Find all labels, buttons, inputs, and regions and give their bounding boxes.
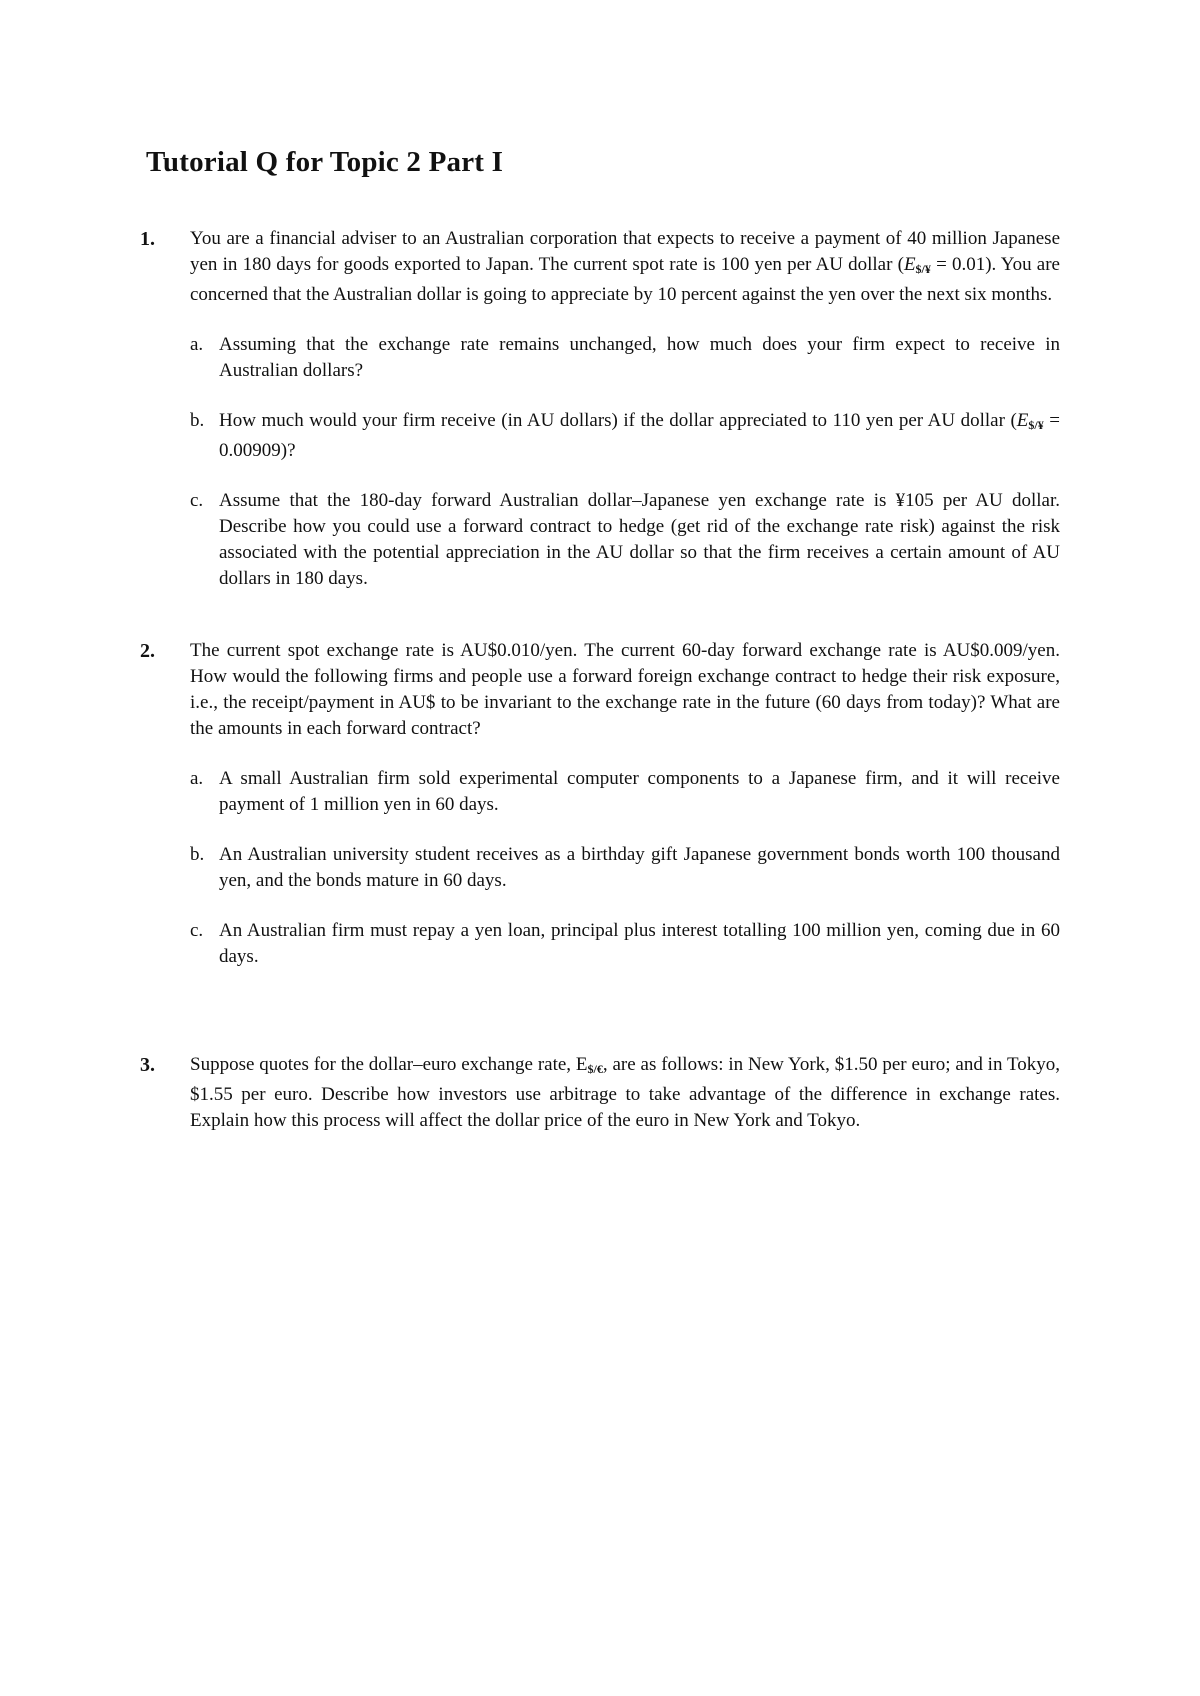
question-text-part: You are a financial adviser to an Australian corporation that expects to receive a payment of 40 million Japanese yen in 180 days for goods exported to Japan. The current spot rate is 100 yen per AU dollar ( — [190, 228, 1060, 275]
math-subscript: $/¥ — [915, 262, 931, 276]
sub-question — [190, 918, 1060, 970]
question-body — [190, 226, 1060, 592]
question-text-part: Suppose quotes for the dollar–euro exchange rate, E — [190, 1054, 588, 1075]
sub-question-label: a. — [190, 334, 204, 355]
question-3 — [140, 1052, 1060, 1134]
question-text-part: , are as follows: in New York, $1.50 per euro; and in Tokyo, $1.55 per euro. Describe how investors use arbitrage to take advantage of the difference in exchange rates. Explain how this process will affect the dollar price of the euro in New York and Tokyo. — [190, 1054, 1060, 1131]
math-subscript: $/€ — [587, 1062, 603, 1076]
math-symbol: E — [1016, 410, 1029, 431]
sub-question-text — [219, 408, 1060, 464]
question-number: 1. — [140, 228, 155, 250]
question-text — [190, 226, 1060, 308]
question-2 — [140, 638, 1060, 970]
sub-question-text: An Australian university student receives as a birthday gift Japanese government bonds worth 100 thousand yen, and the bonds mature in 60 days. — [219, 844, 1060, 891]
sub-question — [190, 842, 1060, 894]
question-text — [190, 1052, 1060, 1134]
question-1 — [140, 226, 1060, 592]
question-body — [190, 1052, 1060, 1134]
question-body — [190, 638, 1060, 970]
sub-question-list — [190, 766, 1060, 970]
sub-question-text-part: = 0.00909)? — [219, 410, 1060, 461]
sub-question — [190, 408, 1060, 464]
sub-question-list — [190, 332, 1060, 592]
sub-question-label: c. — [190, 920, 204, 941]
sub-question — [190, 488, 1060, 592]
sub-question — [190, 766, 1060, 818]
sub-question-text: Assuming that the exchange rate remains unchanged, how much does your firm expect to receive in Australian dollars? — [219, 334, 1060, 381]
sub-question-text: Assume that the 180-day forward Australian dollar–Japanese yen exchange rate is ¥105 per AU dollar. Describe how you could use a forward contract to hedge (get rid of the exchange rate risk) against the risk associated with the potential appreciation in the AU dollar so that the firm receives a certain amount of AU dollars in 180 days. — [219, 490, 1060, 589]
sub-question-label: b. — [190, 844, 205, 865]
sub-question — [190, 332, 1060, 384]
sub-question-text-part: How much would your firm receive (in AU dollars) if the dollar appreciated to 110 yen per AU dollar ( — [219, 410, 1017, 431]
math-subscript: $/¥ — [1028, 418, 1044, 432]
page-title: Tutorial Q for Topic 2 Part I — [146, 146, 504, 178]
question-number: 2. — [140, 640, 155, 662]
sub-question-text: An Australian firm must repay a yen loan, principal plus interest totalling 100 million yen, coming due in 60 days. — [219, 920, 1060, 967]
question-number: 3. — [140, 1054, 155, 1076]
math-symbol: E — [903, 254, 916, 275]
sub-question-label: a. — [190, 768, 204, 789]
question-text-part: = 0.01). You are concerned that the Australian dollar is going to appreciate by 10 percent against the yen over the next six months. — [190, 254, 1060, 305]
question-text: The current spot exchange rate is AU$0.010/yen. The current 60-day forward exchange rate is AU$0.009/yen. How would the following firms and people use a forward foreign exchange contract to hedge their risk exposure, i.e., the receipt/payment in AU$ to be invariant to the exchange rate in the future (60 days from today)? What are the amounts in each forward contract? — [190, 640, 1060, 739]
sub-question-label: c. — [190, 490, 204, 511]
sub-question-text: A small Australian firm sold experimental computer components to a Japanese firm, and it will receive payment of 1 million yen in 60 days. — [219, 768, 1060, 815]
sub-question-label: b. — [190, 410, 205, 431]
